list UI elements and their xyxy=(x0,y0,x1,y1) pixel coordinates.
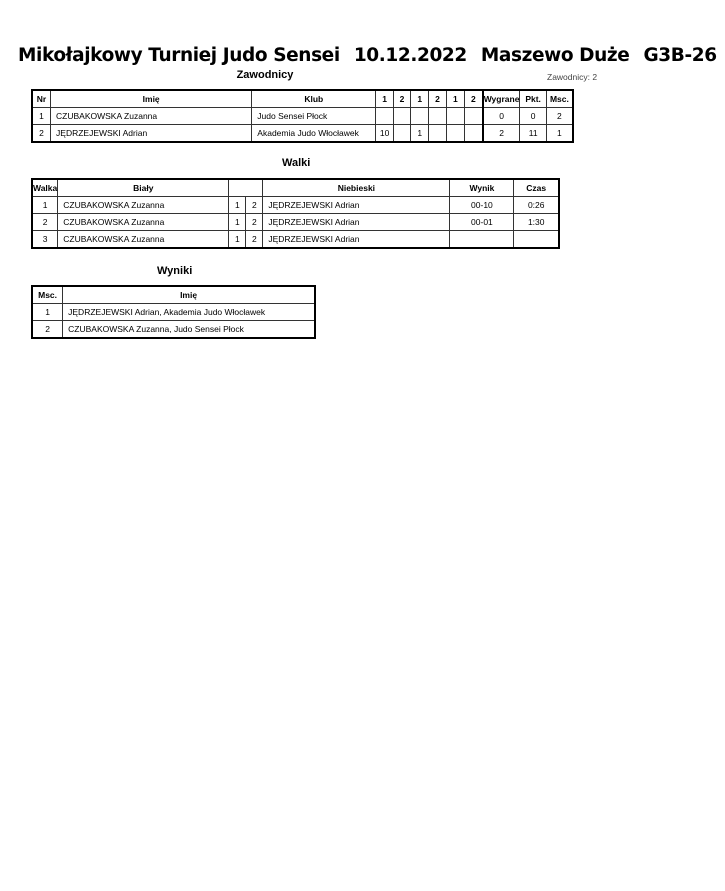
col-header: Niebieski xyxy=(263,179,450,197)
group-code: G3B-26 xyxy=(643,45,717,66)
blue-competitor: JĘDRZEJEWSKI Adrian xyxy=(263,197,450,214)
table-row xyxy=(32,304,315,321)
tournament-name: Mikołajkowy Turniej Judo Sensei xyxy=(18,45,340,66)
table-row xyxy=(32,321,315,339)
competitor-club: Judo Sensei Płock xyxy=(252,108,376,125)
round-score xyxy=(446,125,464,143)
round-score xyxy=(393,108,410,125)
col-header: Czas xyxy=(514,179,559,197)
fight-result: 00-10 xyxy=(450,197,514,214)
competitor-points: 0 xyxy=(520,108,546,125)
col-header: 2 xyxy=(429,90,446,108)
competitor-nr: 1 xyxy=(32,108,51,125)
white-nr: 1 xyxy=(229,214,246,231)
result-place: 2 xyxy=(32,321,63,339)
white-competitor: CZUBAKOWSKA Zuzanna xyxy=(58,197,229,214)
fight-time: 0:26 xyxy=(514,197,559,214)
white-competitor: CZUBAKOWSKA Zuzanna xyxy=(58,231,229,249)
round-score xyxy=(429,125,446,143)
table-header-row xyxy=(32,286,315,304)
col-header: Walka xyxy=(32,179,58,197)
table-row xyxy=(32,197,559,214)
col-header: 1 xyxy=(446,90,464,108)
round-score xyxy=(393,125,410,143)
competitor-nr: 2 xyxy=(32,125,51,143)
round-score xyxy=(446,108,464,125)
result-name: CZUBAKOWSKA Zuzanna, Judo Sensei Płock xyxy=(63,321,315,339)
col-header: Imię xyxy=(51,90,252,108)
blue-nr: 2 xyxy=(246,197,263,214)
white-competitor: CZUBAKOWSKA Zuzanna xyxy=(58,214,229,231)
fight-nr: 2 xyxy=(32,214,58,231)
competitor-place: 2 xyxy=(546,108,573,125)
col-header: 2 xyxy=(464,90,482,108)
col-header: Nr xyxy=(32,90,51,108)
col-header-empty xyxy=(246,179,263,197)
section-title-walki: Walki xyxy=(282,157,311,169)
tournament-date: 10.12.2022 xyxy=(353,45,467,66)
fight-nr: 3 xyxy=(32,231,58,249)
fight-time: 1:30 xyxy=(514,214,559,231)
fight-result xyxy=(450,231,514,249)
competitor-count: Zawodnicy: 2 xyxy=(547,72,598,82)
white-nr: 1 xyxy=(229,231,246,249)
competitor-wins: 2 xyxy=(483,125,520,143)
section-title-wyniki: Wyniki xyxy=(157,265,193,277)
competitor-club: Akademia Judo Włocławek xyxy=(252,125,376,143)
fight-nr: 1 xyxy=(32,197,58,214)
col-header: 1 xyxy=(411,90,429,108)
blue-nr: 2 xyxy=(246,214,263,231)
table-header-row xyxy=(32,90,573,108)
tournament-location: Maszewo Duże xyxy=(480,45,630,66)
round-score xyxy=(429,108,446,125)
fight-time xyxy=(514,231,559,249)
fights-table xyxy=(31,178,560,249)
col-header: 1 xyxy=(376,90,394,108)
blue-nr: 2 xyxy=(246,231,263,249)
col-header: Msc. xyxy=(546,90,573,108)
round-score xyxy=(376,108,394,125)
white-nr: 1 xyxy=(229,197,246,214)
col-header: Imię xyxy=(63,286,315,304)
page-title xyxy=(18,45,717,66)
col-header: 2 xyxy=(393,90,410,108)
competitor-name: CZUBAKOWSKA Zuzanna xyxy=(51,108,252,125)
round-score xyxy=(464,108,482,125)
col-header: Wygrane xyxy=(483,90,520,108)
round-score xyxy=(411,108,429,125)
competitor-place: 1 xyxy=(546,125,573,143)
col-header: Biały xyxy=(58,179,229,197)
fight-result: 00-01 xyxy=(450,214,514,231)
competitor-points: 11 xyxy=(520,125,546,143)
blue-competitor: JĘDRZEJEWSKI Adrian xyxy=(263,214,450,231)
col-header-empty xyxy=(229,179,246,197)
section-title-zawodnicy: Zawodnicy xyxy=(236,69,294,81)
result-name: JĘDRZEJEWSKI Adrian, Akademia Judo Włocławek xyxy=(63,304,315,321)
round-score xyxy=(464,125,482,143)
table-row xyxy=(32,214,559,231)
table-row xyxy=(32,125,573,143)
blue-competitor: JĘDRZEJEWSKI Adrian xyxy=(263,231,450,249)
col-header: Wynik xyxy=(450,179,514,197)
result-place: 1 xyxy=(32,304,63,321)
col-header: Msc. xyxy=(32,286,63,304)
table-row xyxy=(32,108,573,125)
table-row xyxy=(32,231,559,249)
competitor-wins: 0 xyxy=(483,108,520,125)
col-header: Klub xyxy=(252,90,376,108)
round-score: 1 xyxy=(411,125,429,143)
competitors-table xyxy=(31,89,574,143)
round-score: 10 xyxy=(376,125,394,143)
results-table xyxy=(31,285,316,339)
table-header-row xyxy=(32,179,559,197)
competitor-name: JĘDRZEJEWSKI Adrian xyxy=(51,125,252,143)
col-header: Pkt. xyxy=(520,90,546,108)
